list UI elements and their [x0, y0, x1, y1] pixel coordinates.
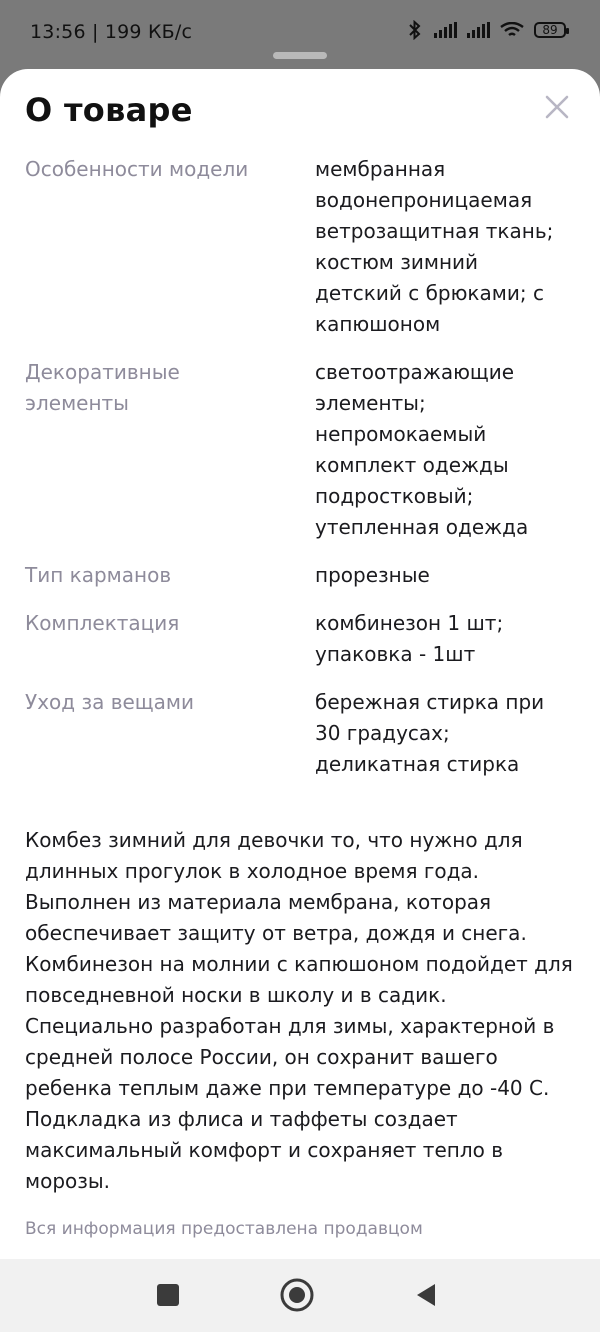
spec-row — [25, 357, 575, 543]
battery-icon — [534, 22, 566, 38]
spec-value: прорезные — [315, 563, 430, 587]
spec-label: Тип карманов — [25, 563, 172, 587]
status-time: 13:56 | 199 КБ/с — [30, 21, 193, 43]
sheet-title: О товаре — [25, 91, 193, 129]
product-description: Комбез зимний для девочки то, что нужно для длинных прогулок в холодное время года. Выполнен из материала мембрана, которая обеспечивает защиту от ветра, дождя и снега. Комбинезон на молнии с капюшоном подойдет для повседневной носки в школу и в садик. Специально разработан для зимы, характерной в средней полосе России, он сохранит вашего ребенка теплым даже при температуре до -40 С. Подкладка из флиса и таффеты создает максимальный комфорт и сохраняет тепло в морозы. — [25, 828, 573, 1193]
spec-row — [25, 687, 575, 780]
spec-list — [25, 154, 575, 797]
spec-label: Декоративные элементы — [25, 360, 180, 415]
sheet-drag-handle[interactable] — [273, 52, 327, 59]
spec-value: бережная стирка при 30 градусах; деликатная стирка — [315, 690, 545, 776]
spec-value: комбинезон 1 шт; упаковка - 1шт — [315, 611, 504, 666]
home-button[interactable] — [279, 1277, 315, 1313]
back-button[interactable] — [408, 1277, 444, 1313]
signal-icon — [467, 22, 490, 38]
back-triangle-icon — [414, 1283, 438, 1307]
spec-value: мембранная водонепроницаемая ветрозащитная ткань; костюм зимний детский с брюками; с капюшоном — [315, 157, 554, 336]
spec-row — [25, 608, 575, 670]
spec-row — [25, 560, 575, 591]
spec-label: Уход за вещами — [25, 690, 194, 714]
recents-button[interactable] — [150, 1277, 186, 1313]
close-button[interactable] — [540, 90, 574, 124]
spec-value: светоотражающие элементы; непромокаемый комплект одежды подростковый; утепленная одежда — [315, 360, 529, 539]
home-circle-icon — [279, 1277, 315, 1313]
spec-label: Особенности модели — [25, 157, 249, 181]
spec-label: Комплектация — [25, 611, 180, 635]
bluetooth-icon — [406, 20, 424, 40]
navigation-bar — [0, 1259, 600, 1332]
close-icon — [540, 90, 574, 124]
status-icons — [406, 20, 566, 40]
product-info-sheet — [0, 69, 600, 1259]
square-icon — [156, 1283, 180, 1307]
battery-level: 89 — [542, 23, 558, 37]
seller-info-note: Вся информация предоставлена продавцом — [25, 1219, 423, 1239]
spec-row — [25, 154, 575, 340]
wifi-icon — [500, 22, 524, 38]
signal-icon — [434, 22, 457, 38]
